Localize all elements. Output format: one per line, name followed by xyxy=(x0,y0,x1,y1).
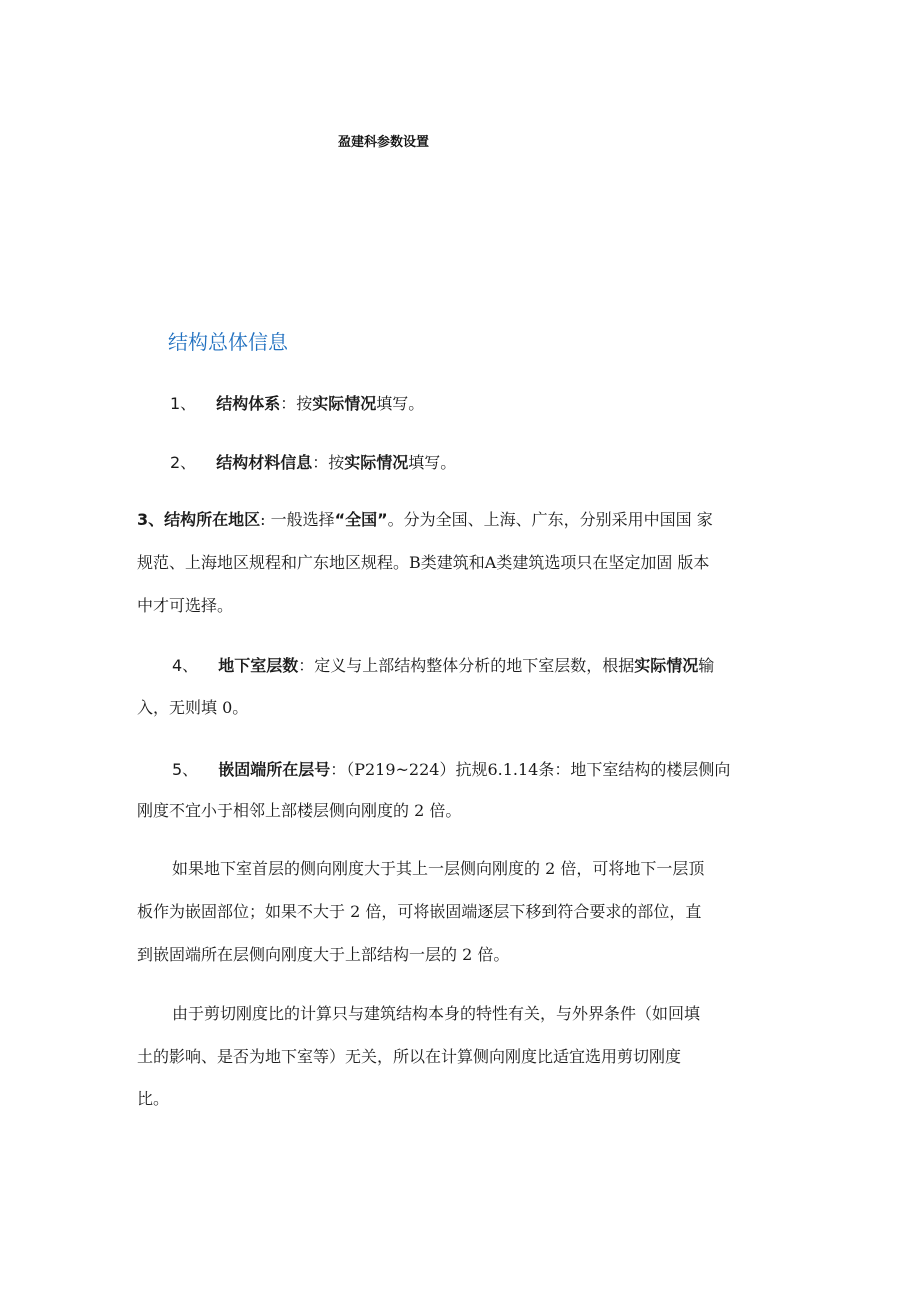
item-2-colon: ：按 xyxy=(312,453,345,472)
document-title: 盈建科参数设置 xyxy=(338,135,430,150)
item-2-bold: 实际情况 xyxy=(344,453,409,472)
item-4-line-1 xyxy=(172,656,714,676)
item-3-line-2: 规范、上海地区规程和广东地区规程。B类建筑和A类建筑选项只在坚定加固 版本 xyxy=(137,553,710,572)
item-3-line-1 xyxy=(137,510,713,530)
item-3-colon: : 一般选择 xyxy=(260,510,335,529)
item-1 xyxy=(170,394,424,414)
item-1-tail: 填写。 xyxy=(376,394,425,413)
section-heading: 结构总体信息 xyxy=(168,330,288,354)
item-2-label: 结构材料信息 xyxy=(216,453,313,472)
item-3-line-3: 中才可选择。 xyxy=(137,596,234,615)
item-1-label: 结构体系 xyxy=(216,394,281,413)
item-1-number: 1、 xyxy=(170,394,197,413)
paragraph-2-line-3: 比。 xyxy=(137,1089,170,1108)
item-2 xyxy=(170,453,456,473)
item-4-label: 地下室层数 xyxy=(218,656,299,675)
item-5-line-1 xyxy=(172,760,730,780)
item-2-number: 2、 xyxy=(170,453,197,472)
item-3-quoted: “全国” xyxy=(334,510,388,529)
paragraph-1-line-2: 板作为嵌固部位；如果不大于 2 倍，可将嵌固端逐层下移到符合要求的部位，直 xyxy=(137,902,702,921)
paragraph-2-line-1: 由于剪切刚度比的计算只与建筑结构本身的特性有关，与外界条件（如回填 xyxy=(172,1004,701,1023)
item-1-bold: 实际情况 xyxy=(312,394,377,413)
paragraph-1-line-3: 到嵌固端所在层侧向刚度大于上部结构一层的 2 倍。 xyxy=(137,945,510,964)
item-3-label: 3、结构所在地区 xyxy=(137,510,261,529)
item-1-colon: ：按 xyxy=(280,394,313,413)
item-3-line-1-tail: 。分为全国、上海、广东，分别采用中国国 家 xyxy=(387,510,713,529)
item-5-text: ：（P219~224）抗规6.1.14条：地下室结构的楼层侧向 xyxy=(330,760,731,779)
item-5-line-2: 刚度不宜小于相邻上部楼层侧向刚度的 2 倍。 xyxy=(137,801,462,820)
item-2-tail: 填写。 xyxy=(408,453,457,472)
item-5-label: 嵌固端所在层号 xyxy=(218,760,331,779)
paragraph-2-line-2: 土的影响、是否为地下室等）无关，所以在计算侧向刚度比适宜选用剪切刚度 xyxy=(137,1047,682,1066)
item-4-bold: 实际情况 xyxy=(634,656,699,675)
item-4-number: 4、 xyxy=(172,656,199,675)
item-4-text: ：定义与上部结构整体分析的地下室层数，根据 xyxy=(298,656,635,675)
item-4-line-2: 入，无则填 0。 xyxy=(137,698,249,717)
item-4-tail: 输 xyxy=(698,656,715,675)
paragraph-1-line-1: 如果地下室首层的侧向刚度大于其上一层侧向刚度的 2 倍，可将地下一层顶 xyxy=(172,859,705,878)
item-5-number: 5、 xyxy=(172,760,199,779)
